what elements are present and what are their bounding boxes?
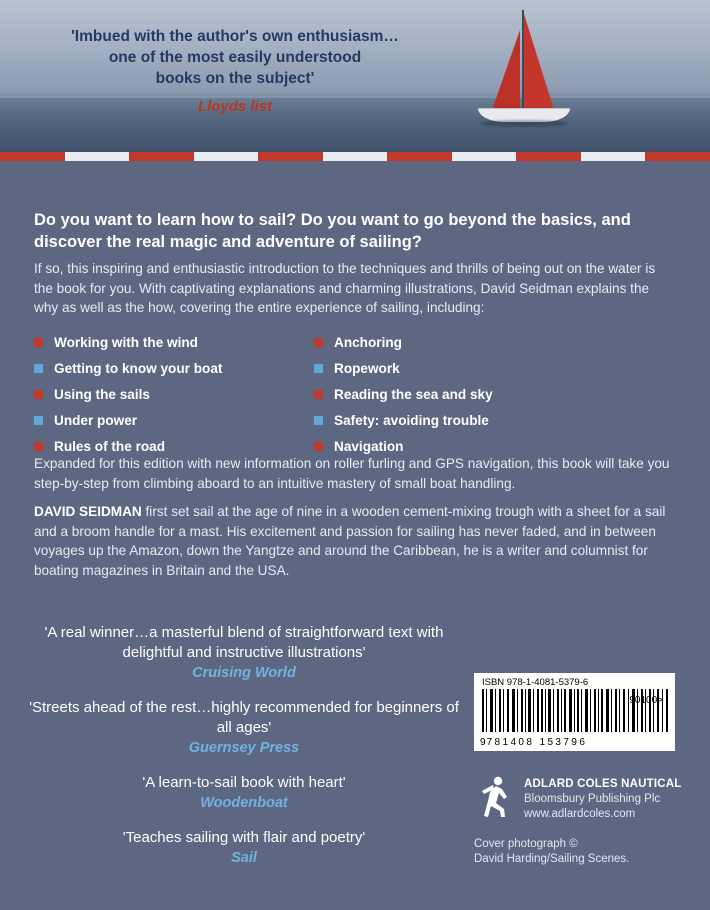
mainsail-shape	[524, 14, 554, 110]
review-source: Woodenboat	[200, 795, 288, 811]
list-item-label: Anchoring	[334, 335, 402, 351]
list-item-label: Ropework	[334, 361, 400, 377]
bullet-square-icon	[34, 338, 43, 347]
list-item	[314, 411, 594, 431]
publisher-website[interactable]: www.adlardcoles.com	[524, 808, 636, 820]
list-item-label: Rules of the road	[54, 439, 166, 455]
divider-segment	[65, 152, 130, 161]
author-name: DAVID SEIDMAN	[34, 504, 142, 519]
bullet-square-icon	[314, 338, 323, 347]
publisher-imprint: Bloomsbury Publishing Plc	[524, 793, 661, 805]
publisher-name: ADLARD COLES NAUTICAL	[524, 778, 682, 790]
divider-segment	[129, 152, 194, 161]
cover-quote-line-1: 'Imbued with the author's own enthusiasm…	[71, 28, 399, 45]
list-item-label: Reading the sea and sky	[334, 387, 493, 403]
publisher-text	[524, 773, 682, 822]
divider-segment	[323, 152, 388, 161]
running-figure-logo-icon	[474, 773, 518, 819]
foresail-shape	[492, 30, 520, 110]
bullet-square-icon	[314, 364, 323, 373]
expanded-edition-paragraph: Expanded for this edition with new information on roller furling and GPS navigation, this book will take you step-by-step from climbing aboard to an intuitive mastery of small boat handling.	[34, 456, 670, 491]
back-cover-body	[0, 161, 710, 910]
divider-segment	[387, 152, 452, 161]
list-item-label: Getting to know your boat	[54, 361, 223, 377]
review-text: 'Streets ahead of the rest…highly recommended for beginners of all ages'	[29, 699, 459, 736]
review-source: Cruising World	[192, 665, 296, 681]
barcode-digits: 9781408 153796	[480, 737, 588, 748]
hull-reflection	[480, 120, 568, 127]
barcode-addon: 90100>	[629, 695, 663, 706]
list-item-label: Under power	[54, 413, 138, 429]
sailboat-icon	[470, 8, 590, 128]
photo-credit	[474, 837, 694, 867]
list-item	[314, 359, 594, 379]
review-text: 'A learn-to-sail book with heart'	[142, 774, 346, 791]
review-quote	[24, 698, 464, 756]
list-item	[34, 385, 314, 405]
divider-segment	[581, 152, 646, 161]
cover-quote-source: Lloyds list	[197, 98, 273, 115]
list-item-label: Safety: avoiding trouble	[334, 413, 489, 429]
cover-photograph	[0, 0, 710, 158]
photo-credit-line-2: David Harding/Sailing Scenes.	[474, 853, 630, 865]
publisher-block	[474, 773, 684, 822]
divider-segment	[0, 152, 65, 161]
feature-list-left-column	[34, 333, 314, 463]
review-text: 'Teaches sailing with flair and poetry'	[122, 829, 366, 846]
review-quote	[24, 828, 464, 866]
divider-segment	[452, 152, 517, 161]
list-item	[34, 333, 314, 353]
bullet-square-icon	[34, 442, 43, 451]
list-item	[314, 333, 594, 353]
author-bio-text: first set sail at the age of nine in a wooden cement-mixing trough with a sheet for a sail and a broom handle for a mast. His excitement and passion for sailing has never faded, and in between voyages up the Amazon, down the Yangtze and around the Caribbean, he is a writer and columnist for boating magazines in Britain and the USA.	[34, 504, 666, 578]
cover-quote-line-2: one of the most easily understood	[108, 49, 362, 66]
author-biography	[34, 502, 676, 580]
bullet-square-icon	[314, 390, 323, 399]
review-quotes	[24, 623, 464, 883]
divider-segment	[194, 152, 259, 161]
intro-paragraph: If so, this inspiring and enthusiastic introduction to the techniques and thrills of being out on the water is the book for you. With captivating explanations and charming illustrations, David Seidman explains the why as well as the how, covering the entire experience of sailing, including:	[34, 261, 656, 315]
review-quote	[24, 623, 464, 681]
divider-stripe	[0, 152, 710, 161]
divider-segment	[516, 152, 581, 161]
photo-credit-line-1: Cover photograph ©	[474, 838, 578, 850]
bullet-square-icon	[34, 390, 43, 399]
review-source: Sail	[231, 850, 257, 866]
list-item	[34, 359, 314, 379]
bullet-square-icon	[34, 364, 43, 373]
bullet-square-icon	[314, 442, 323, 451]
divider-segment	[258, 152, 323, 161]
cover-quote	[0, 26, 470, 117]
review-source: Guernsey Press	[188, 740, 300, 756]
list-item-label: Working with the wind	[54, 335, 198, 351]
list-item	[314, 385, 594, 405]
barcode	[474, 673, 675, 751]
bullet-square-icon	[314, 416, 323, 425]
review-text: 'A real winner…a masterful blend of straightforward text with delightful and instructive illustrations'	[44, 624, 444, 661]
barcode-bars	[482, 689, 669, 732]
cover-quote-line-3: books on the subject'	[155, 70, 315, 87]
list-item-label: Navigation	[334, 439, 404, 455]
bullet-square-icon	[34, 416, 43, 425]
review-quote	[24, 773, 464, 811]
divider-segment	[645, 152, 710, 161]
headline: Do you want to learn how to sail? Do you want to go beyond the basics, and discover the real magic and adventure of sailing?	[34, 211, 631, 251]
list-item-label: Using the sails	[54, 387, 150, 403]
feature-list-right-column	[314, 333, 594, 463]
list-item	[34, 411, 314, 431]
isbn-label: ISBN 978-1-4081-5379-6	[482, 677, 589, 688]
feature-list	[34, 333, 594, 463]
